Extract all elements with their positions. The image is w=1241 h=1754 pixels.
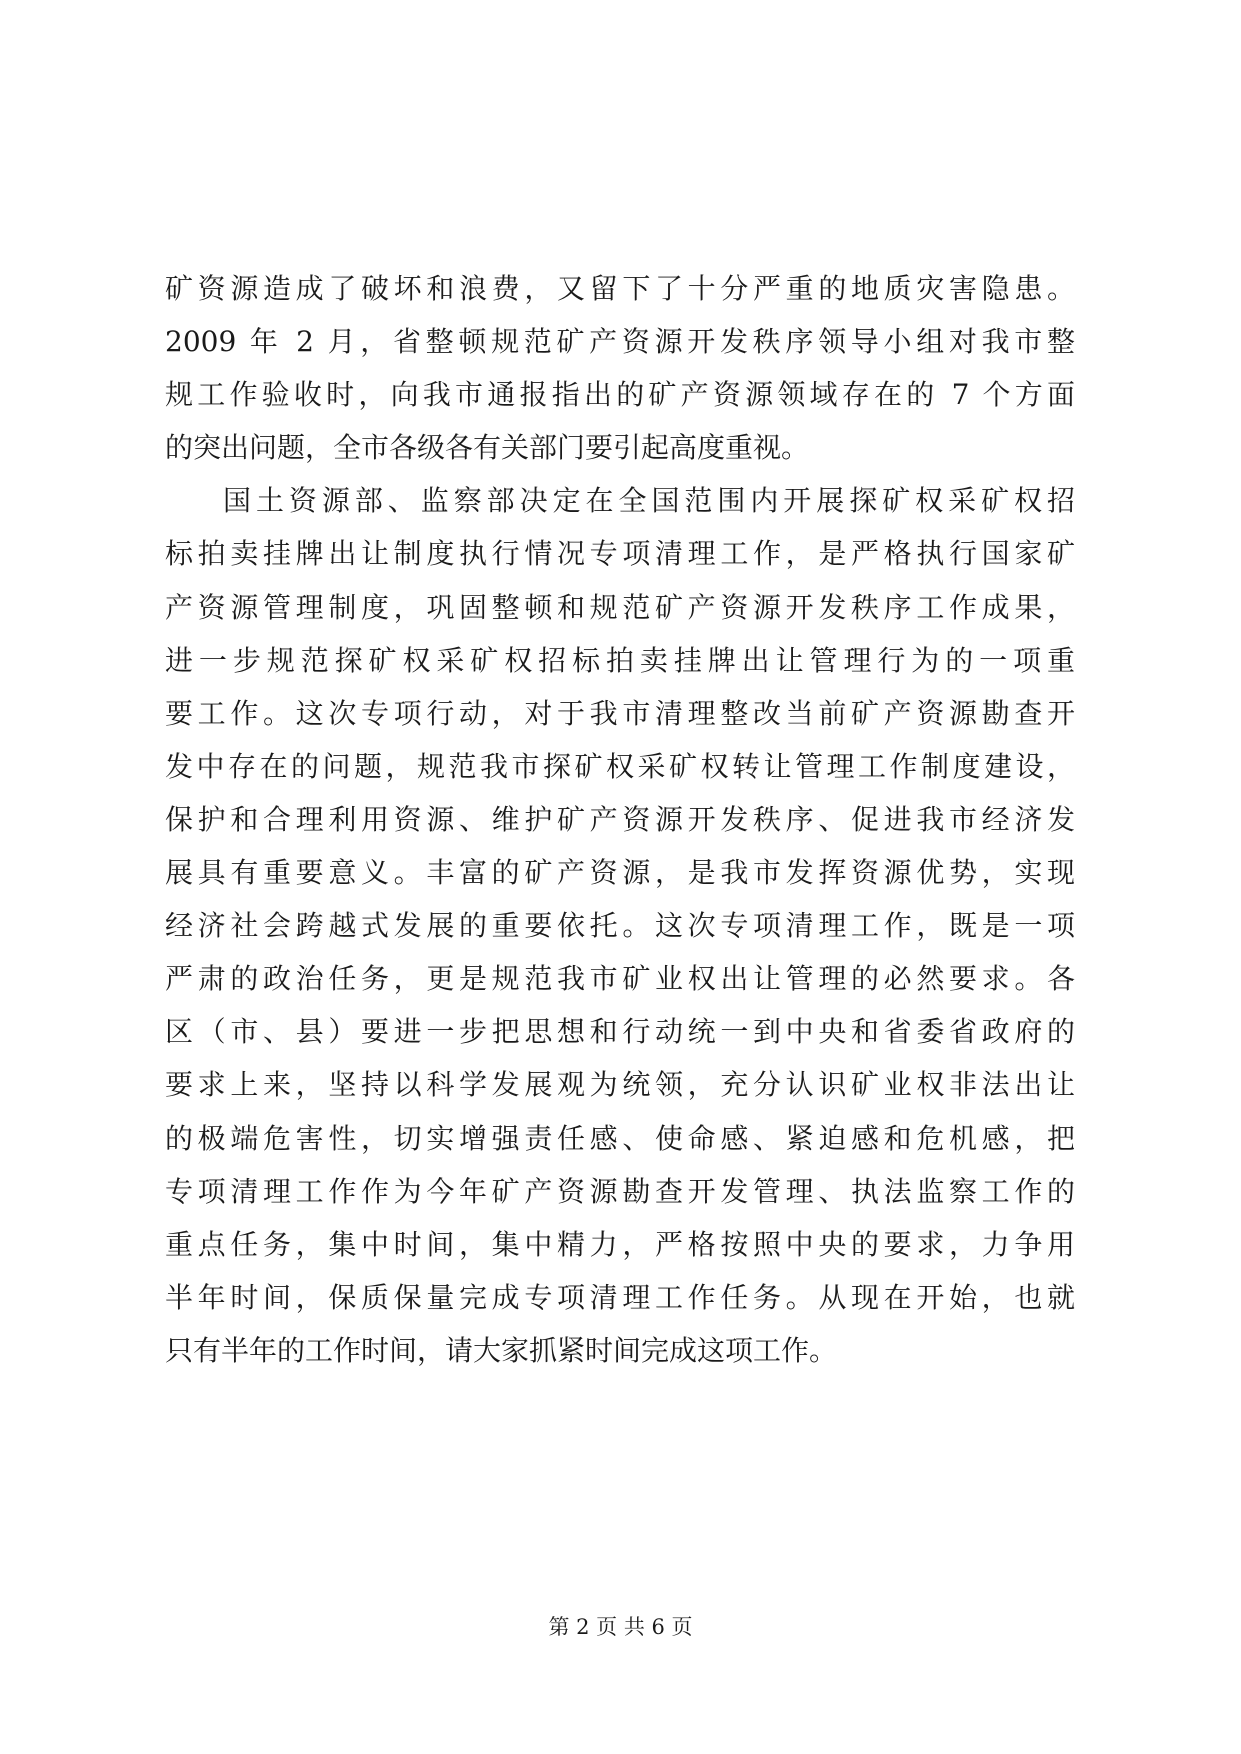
text-line: 的极端危害性，切实增强责任感、使命感、紧迫感和危机感，把 (165, 1121, 1075, 1155)
text-line: 产资源管理制度，巩固整顿和规范矿产资源开发秩序工作成果， (165, 590, 1075, 624)
text-line: 矿资源造成了破坏和浪费，又留下了十分严重的地质灾害隐患。 (165, 272, 1075, 305)
text-line: 要求上来，坚持以科学发展观为统领，充分认识矿业权非法出让 (165, 1068, 1075, 1102)
body-text (165, 262, 1075, 1377)
page-number-footer: 第 2 页 共 6 页 (548, 1615, 693, 1639)
text-line: 要工作。这次专项行动，对于我市清理整改当前矿产资源勘查开 (165, 696, 1075, 730)
text-line: 重点任务，集中时间，集中精力，严格按照中央的要求，力争用 (165, 1227, 1075, 1261)
text-line: 严肃的政治任务，更是规范我市矿业权出让管理的必然要求。各 (165, 962, 1075, 996)
text-line: 专项清理工作作为今年矿产资源勘查开发管理、执法监察工作的 (165, 1174, 1075, 1208)
text-line: 经济社会跨越式发展的重要依托。这次专项清理工作，既是一项 (165, 909, 1075, 943)
text-line: 只有半年的工作时间，请大家抓紧时间完成这项工作。 (165, 1333, 838, 1367)
text-line: 标拍卖挂牌出让制度执行情况专项清理工作，是严格执行国家矿 (165, 537, 1075, 571)
text-line: 区（市、县）要进一步把思想和行动统一到中央和省委省政府的 (165, 1015, 1075, 1049)
text-line: 2009 年 2 月，省整顿规范矿产资源开发秩序领导小组对我市整 (165, 325, 1075, 359)
text-line: 国土资源部、监察部决定在全国范围内开展探矿权采矿权招 (223, 484, 1075, 518)
text-line: 展具有重要意义。丰富的矿产资源，是我市发挥资源优势，实现 (165, 856, 1075, 890)
text-line: 保护和合理利用资源、维护矿产资源开发秩序、促进我市经济发 (165, 802, 1075, 836)
text-line: 半年时间，保质保量完成专项清理工作任务。从现在开始，也就 (165, 1280, 1075, 1314)
text-line: 规工作验收时，向我市通报指出的矿产资源领域存在的 7 个方面 (165, 378, 1075, 412)
text-line: 进一步规范探矿权采矿权招标拍卖挂牌出让管理行为的一项重 (165, 643, 1075, 677)
text-line: 的突出问题，全市各级各有关部门要引起高度重视。 (165, 431, 810, 465)
text-line: 发中存在的问题，规范我市探矿权采矿权转让管理工作制度建设， (165, 749, 1075, 783)
